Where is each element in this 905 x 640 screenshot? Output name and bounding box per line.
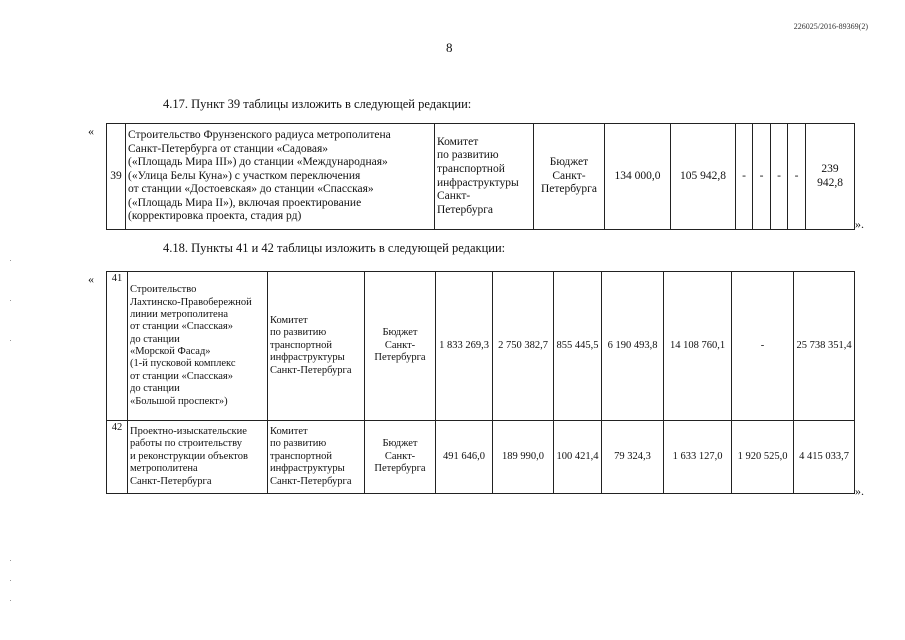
close-quote-2: ». [855, 484, 864, 498]
value-cell: 1 633 127,0 [664, 421, 732, 494]
value-cell: - [788, 124, 806, 230]
paragraph-4-17: 4.17. Пункт 39 таблицы изложить в следующей редакции: [163, 97, 472, 111]
value-cell: 2 750 382,7 [493, 272, 554, 421]
value-cell: 6 190 493,8 [602, 272, 664, 421]
committee: Комитет по развитию транспортной инфраструктуры Санкт-Петербурга [268, 272, 365, 421]
funding-source: Бюджет Санкт- Петербурга [365, 421, 436, 494]
value-cell: 855 445,5 [554, 272, 602, 421]
value-cell: 134 000,0 [605, 124, 671, 230]
item-number: 41 [107, 272, 128, 421]
item-number: 42 [107, 421, 128, 494]
value-cell: 105 942,8 [671, 124, 736, 230]
open-quote-1: « [88, 124, 94, 138]
value-cell: 1 920 525,0 [732, 421, 794, 494]
scan-edge-marks [10, 0, 12, 640]
open-quote-2: « [88, 272, 94, 286]
project-name: Проектно-изыскательские работы по строительству и реконструкции объектов метрополитена Санкт-Петербурга [128, 421, 268, 494]
value-cell: 100 421,4 [554, 421, 602, 494]
funding-source: Бюджет Санкт- Петербурга [534, 124, 605, 230]
project-name: Строительство Фрунзенского радиуса метрополитена Санкт-Петербурга от станции «Садовая» («Площадь Мира III») до станции «Международная» («Улица Белы Куна») с участком переключения от станции «Достоевская» до станции «Спасская» («Площадь Мира II»), включая проектирование (корректировка проекта, стадия рд) [126, 124, 435, 230]
value-cell: 1 833 269,3 [436, 272, 493, 421]
paragraph-4-18: 4.18. Пункты 41 и 42 таблицы изложить в следующей редакции: [163, 241, 506, 255]
value-cell: 14 108 760,1 [664, 272, 732, 421]
committee: Комитет по развитию транспортной инфраструктуры Санкт-Петербурга [268, 421, 365, 494]
table-row [107, 421, 855, 494]
value-cell: - [732, 272, 794, 421]
value-cell: - [771, 124, 788, 230]
table-item-39 [106, 123, 855, 230]
document-number: 226025/2016-89369(2) [793, 22, 868, 31]
total-cell: 4 415 033,7 [794, 421, 855, 494]
total-cell: 239 942,8 [806, 124, 855, 230]
value-cell: 491 646,0 [436, 421, 493, 494]
funding-source: Бюджет Санкт- Петербурга [365, 272, 436, 421]
page-number: 8 [446, 40, 453, 55]
table-items-41-42 [106, 271, 855, 494]
table-row [107, 124, 855, 230]
project-name: Строительство Лахтинско-Правобережной линии метрополитена от станции «Спасская» до станции «Морской Фасад» (1-й пусковой комплекс от станции «Спасская» до станции «Большой проспект») [128, 272, 268, 421]
committee: Комитет по развитию транспортной инфраструктуры Санкт- Петербурга [435, 124, 534, 230]
table-row [107, 272, 855, 421]
value-cell: 189 990,0 [493, 421, 554, 494]
value-cell: - [736, 124, 753, 230]
value-cell: 79 324,3 [602, 421, 664, 494]
item-number: 39 [107, 124, 126, 230]
value-cell: - [753, 124, 771, 230]
total-cell: 25 738 351,4 [794, 272, 855, 421]
close-quote-1: ». [855, 217, 864, 231]
